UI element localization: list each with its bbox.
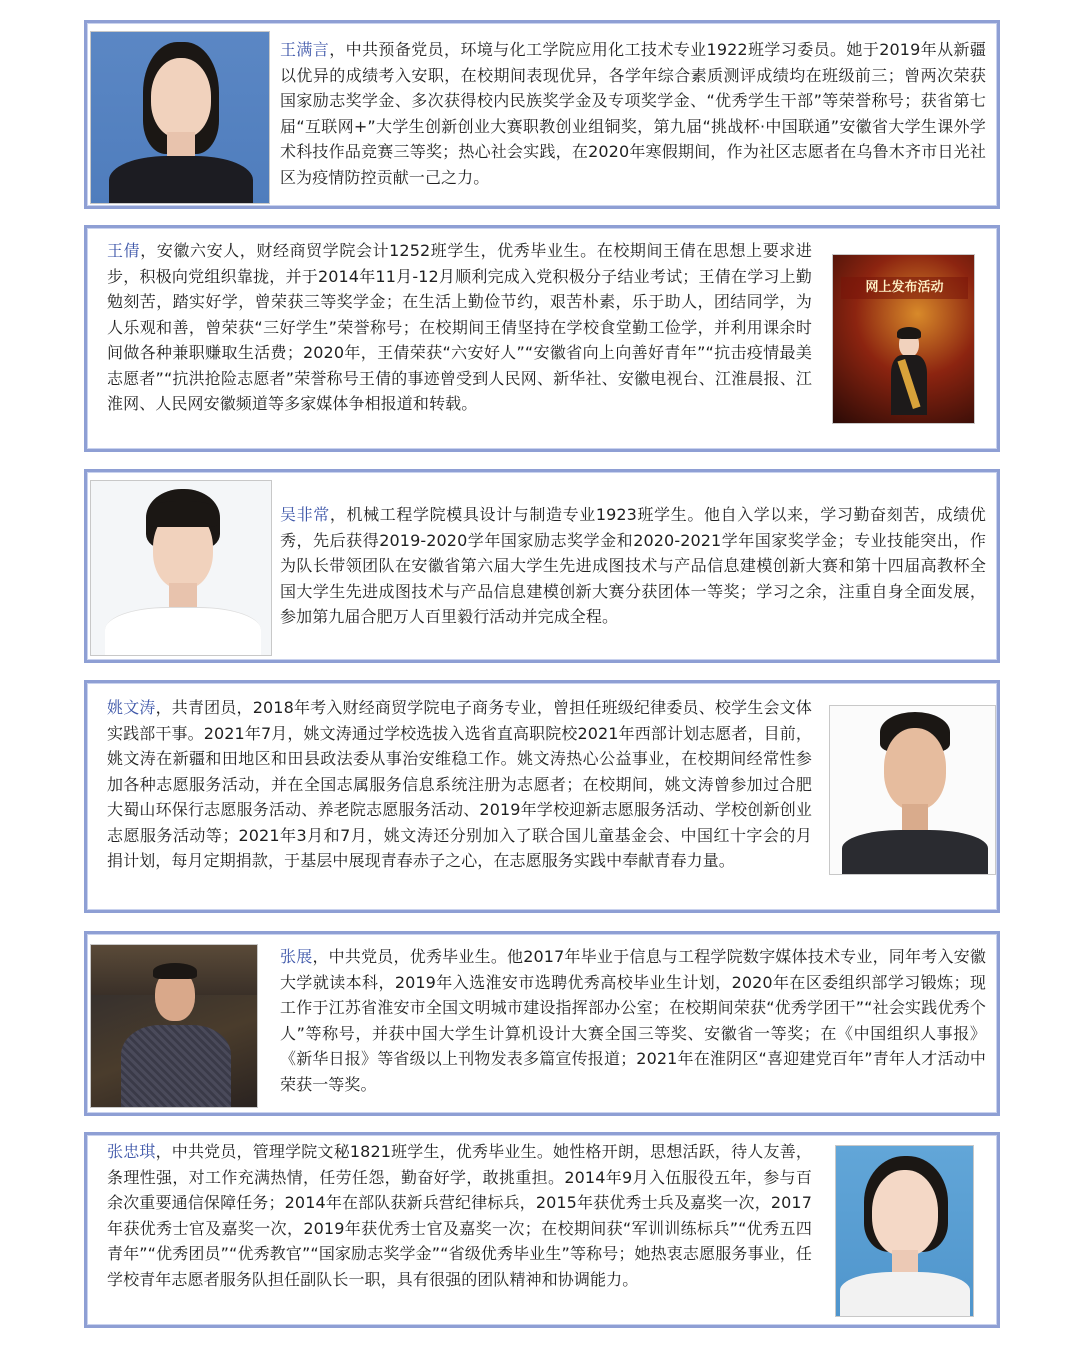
profile-text xyxy=(280,944,986,1097)
award-photo xyxy=(832,254,975,424)
profile-card-1 xyxy=(84,20,1000,209)
profile-description: ，中共党员，管理学院文秘1821班学生，优秀毕业生。她性格开朗，思想活跃，待人友善，条理性强，对工作充满热情，任劳任怨，勤奋好学，敢挑重担。2014年9月入伍服役五年，参与百余次重要通信保障任务；2014年在部队获新兵营纪律标兵，2015年获优秀士兵及嘉奖一次，2017年获优秀士官及嘉奖一次，2019年获优秀士官及嘉奖一次；在校期间获“军训训练标兵”“优秀五四青年”“优秀团员”“优秀教官”“国家励志奖学金”“省级优秀毕业生”等称号；她热衷志愿服务事业，任学校青年志愿者服务队担任副队长一职，具有很强的团队精神和协调能力。 xyxy=(107,1142,812,1289)
profile-text xyxy=(280,37,986,190)
profile-card-5 xyxy=(84,931,1000,1116)
profile-description: ，安徽六安人，财经商贸学院会计1252班学生，优秀毕业生。在校期间王倩在思想上要求进步，积极向党组织靠拢，并于2014年11月-12月顺利完成入党积极分子结业考试；王倩在学习上勤勉刻苦，踏实好学，曾荣获三等奖学金；在生活上勤俭节约，艰苦朴素，乐于助人，团结同学，为人乐观和善，曾荣获“三好学生”荣誉称号；在校期间王倩坚持在学校食堂勤工俭学，并利用课余时间做各种兼职赚取生活费；2020年，王倩荣获“六安好人”“安徽省向上向善好青年”“抗击疫情最美志愿者”“抗洪抢险志愿者”荣誉称号王倩的事迹曾受到人民网、新华社、安徽电视台、江淮晨报、江淮网、人民网安徽频道等多家媒体争相报道和转载。 xyxy=(107,241,813,413)
portrait-photo xyxy=(90,31,270,204)
profile-description: ，中共预备党员，环境与化工学院应用化工技术专业1922班学习委员。她于2019年从新疆以优异的成绩考入安职，在校期间表现优异，各学年综合素质测评成绩均在班级前三；曾两次荣获国家励志奖学金、多次获得校内民族奖学金及专项奖学金、“优秀学生干部”等荣誉称号；获省第七届“互联网+”大学生创新创业大赛职教创业组铜奖，第九届“挑战杯·中国联通”安徽省大学生课外学术科技作品竞赛三等奖；热心社会实践，在2020年寒假期间，作为社区志愿者在乌鲁木齐市日光社区为疫情防控贡献一己之力。 xyxy=(280,40,986,187)
profile-name: 姚文涛 xyxy=(107,698,156,717)
profile-description: ，共青团员，2018年考入财经商贸学院电子商务专业，曾担任班级纪律委员、校学生会文体实践部干事。2021年7月，姚文涛通过学校选拔入选省直高职院校2021年西部计划志愿者，目前，姚文涛在新疆和田地区和田县政法委从事治安维稳工作。姚文涛热心公益事业，在校期间经常性参加各种志愿服务活动，并在全国志属服务信息系统注册为志愿者；在校期间，姚文涛曾参加过合肥大蜀山环保行志愿服务活动、养老院志愿服务活动、2019年学校迎新志愿服务活动、学校创新创业志愿服务活动等；2021年3月和7月，姚文涛还分别加入了联合国儿童基金会、中国红十字会的月捐计划，每月定期捐款，于基层中展现青春赤子之心，在志愿服务实践中奉献青春力量。 xyxy=(107,698,812,870)
profile-name: 吴非常 xyxy=(280,505,330,524)
portrait-photo xyxy=(835,1145,974,1317)
photo-banner: 网上发布活动 xyxy=(841,277,968,299)
profile-text xyxy=(280,502,986,630)
profile-name: 张忠琪 xyxy=(107,1142,156,1161)
profile-name: 王满言 xyxy=(280,40,330,59)
profile-name: 王倩 xyxy=(107,241,141,260)
profile-card-3 xyxy=(84,469,1000,663)
profile-description: ，中共党员，优秀毕业生。他2017年毕业于信息与工程学院数字媒体技术专业，同年考入安徽大学就读本科，2019年入选淮安市选聘优秀高校毕业生计划，2020年在区委组织部学习锻炼；现工作于江苏省淮安市全国文明城市建设指挥部办公室；在校期间荣获“优秀学团干”“社会实践优秀个人”等称号，并获中国大学生计算机设计大赛全国三等奖、安徽省一等奖；在《中国组织人事报》《新华日报》等省级以上刊物发表多篇宣传报道；2021年在淮阴区“喜迎建党百年”青年人才活动中荣获一等奖。 xyxy=(280,947,986,1094)
profile-card-4 xyxy=(84,680,1000,913)
profile-card-6 xyxy=(84,1132,1000,1328)
portrait-photo xyxy=(90,944,258,1108)
profile-description: ，机械工程学院模具设计与制造专业1923班学生。他自入学以来，学习勤奋刻苦，成绩优秀，先后获得2019-2020学年国家励志奖学金和2020-2021学年国家奖学金；专业技能突出，作为队长带领团队在安徽省第六届大学生先进成图技术与产品信息建模创新大赛和第十四届高教杯全国大学生先进成图技术与产品信息建模创新大赛分获团体一等奖；学习之余，注重自身全面发展，参加第九届合肥万人百里毅行活动并完成全程。 xyxy=(280,505,986,626)
profile-text xyxy=(107,1139,812,1292)
profile-name: 张展 xyxy=(280,947,313,966)
profile-text xyxy=(107,238,812,417)
portrait-photo xyxy=(90,480,272,656)
profile-text xyxy=(107,695,812,874)
portrait-photo xyxy=(829,705,996,875)
profile-card-2 xyxy=(84,225,1000,452)
